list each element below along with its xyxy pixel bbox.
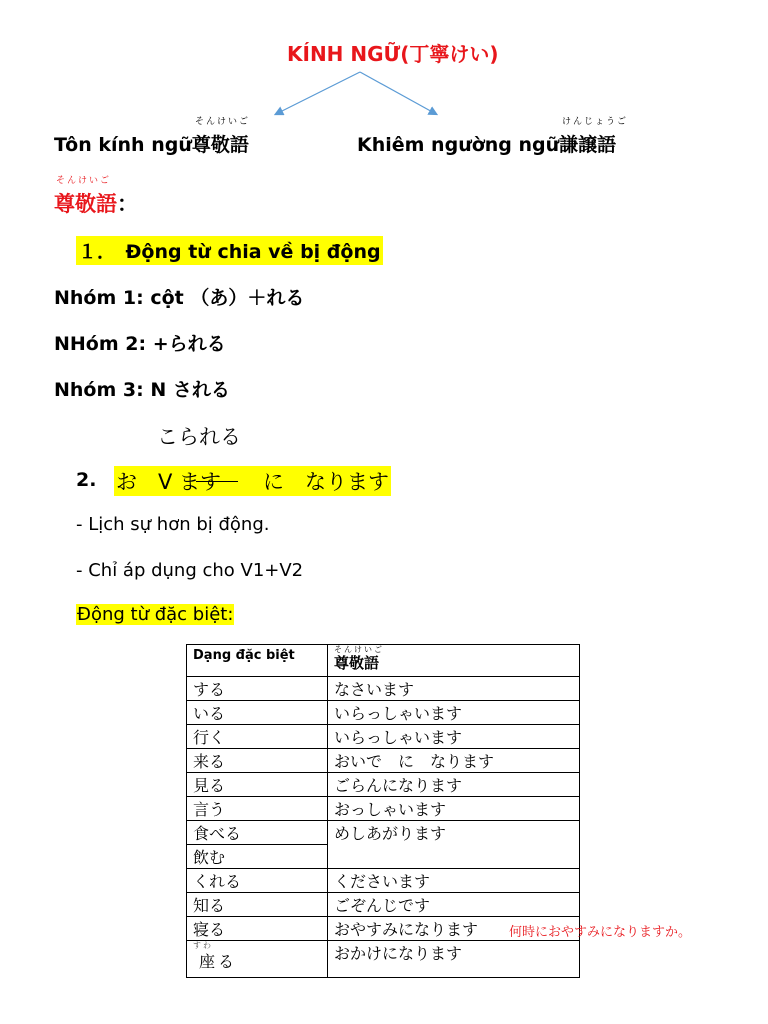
table-row	[187, 749, 580, 773]
branch-right-label: Khiêm ngường ngữ謙譲語	[357, 134, 617, 156]
cell-plain: 来る	[187, 749, 328, 773]
table-row	[187, 941, 580, 978]
cell-honorific: ごらんになります	[328, 773, 580, 797]
header-furigana: そんけいご	[334, 645, 384, 654]
header-cell-honorific	[328, 645, 580, 677]
table-row	[187, 773, 580, 797]
section-colon: ：	[117, 192, 138, 216]
cell-plain: くれる	[187, 869, 328, 893]
table-row	[187, 797, 580, 821]
cell-plain: 寝る	[187, 917, 328, 941]
branch-arrows	[0, 0, 768, 140]
group-3: Nhóm 3: N される	[54, 379, 230, 401]
cell-honorific: なさいます	[328, 677, 580, 701]
section-label: 尊敬語	[54, 192, 117, 216]
table-row	[187, 821, 580, 845]
table-row	[187, 725, 580, 749]
cell-honorific: いらっしゃいます	[328, 701, 580, 725]
cell-plain: 行く	[187, 725, 328, 749]
cell-plain: 食べる	[187, 821, 328, 845]
cell-honorific-merged: めしあがります	[328, 821, 580, 869]
cell-honorific: いらっしゃいます	[328, 725, 580, 749]
special-verbs-heading: Động từ đặc biệt:	[77, 604, 234, 625]
furigana-kenjougo: けんじょうご	[562, 117, 629, 127]
note-2: - Chỉ áp dụng cho V1+V2	[76, 560, 304, 581]
group-3-kuru: こられる	[157, 425, 241, 449]
header-cell-plain: Dạng đặc biệt	[187, 645, 328, 677]
item2-pattern: お V ます に なります	[114, 466, 391, 496]
cell-plain: する	[187, 677, 328, 701]
group-2: NHóm 2: +られる	[54, 333, 226, 355]
cell-plain: いる	[187, 701, 328, 725]
cell-plain: 言う	[187, 797, 328, 821]
arrow-left	[276, 72, 360, 114]
table-row	[187, 677, 580, 701]
example-sentence: 何時におやすみになりますか。	[509, 925, 692, 940]
section-furigana: そんけいご	[56, 176, 112, 186]
plain-suwaru: 座る	[199, 952, 238, 971]
cell-plain: 飲む	[187, 845, 328, 869]
strikethrough-masu	[196, 481, 238, 482]
arrow-right	[360, 72, 436, 114]
cell-honorific: ごぞんじです	[328, 893, 580, 917]
note-1: - Lịch sự hơn bị động.	[76, 514, 270, 535]
item1-heading: １． Động từ chia về bị động	[76, 236, 383, 265]
page-title: KÍNH NGỮ(丁寧けい)	[287, 42, 499, 66]
cell-plain: 知る	[187, 893, 328, 917]
furigana-sonkeigo: そんけいご	[195, 117, 251, 127]
cell-honorific: くださいます	[328, 869, 580, 893]
cell-plain	[187, 941, 328, 978]
branch-left-label: Tôn kính ngữ尊敬語	[54, 134, 249, 156]
group-1: Nhóm 1: cột （あ）＋れる	[54, 287, 305, 309]
cell-honorific: おかけになります	[328, 941, 580, 978]
cell-honorific: おやすみになります	[328, 917, 580, 941]
section-heading	[54, 188, 138, 218]
table-header-row	[187, 645, 580, 677]
table-row	[187, 893, 580, 917]
header-honorific-label: 尊敬語	[334, 654, 380, 672]
cell-honorific: おっしゃいます	[328, 797, 580, 821]
table-row	[187, 701, 580, 725]
cell-plain: 見る	[187, 773, 328, 797]
table-row	[187, 869, 580, 893]
cell-honorific: おいで に なります	[328, 749, 580, 773]
furigana-suwa: すわ	[193, 941, 213, 950]
item2-number: 2.	[76, 469, 97, 491]
